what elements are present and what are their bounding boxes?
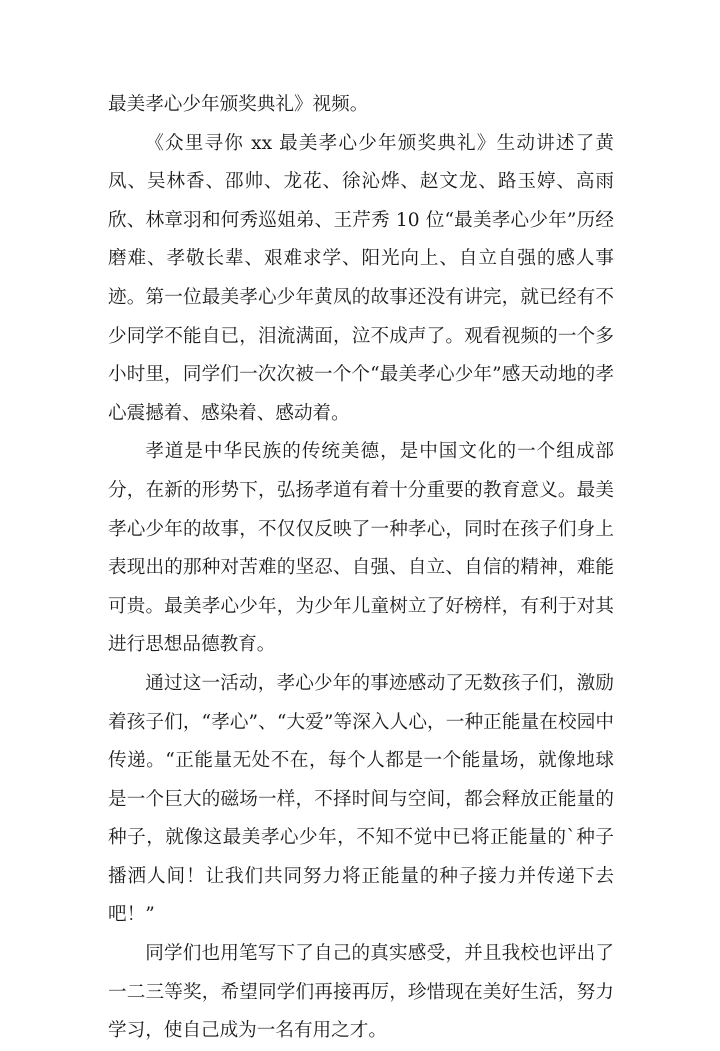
paragraph: 通过这一活动，孝心少年的事迹感动了无数孩子们，激励着孩子们，“孝心”、“大爱”等深入人心，一种正能量在校园中传递。“正能量无处不在，每个人都是一个能量场，就像地球是一个巨大的磁场一样，不择时间与空间，都会释放正能量的种子，就像这最美孝心少年，不知不觉中已将正能量的`种子播洒人间！让我们共同努力将正能量的种子接力并传递下去吧！” — [108, 672, 614, 926]
paragraph: 孝道是中华民族的传统美德，是中国文化的一个组成部分，在新的形势下，弘扬孝道有着十分重要的教育意义。最美孝心少年的故事，不仅仅反映了一种孝心，同时在孩子们身上表现出的那种对苦难的坚忍、自强、自立、自信的精神，难能可贵。最美孝心少年，为少年儿童树立了好榜样，有利于对其进行思想品德教育。 — [108, 441, 614, 656]
document-body — [108, 86, 614, 1051]
paragraph-continuation: 最美孝心少年颁奖典礼》视频。 — [108, 94, 369, 115]
paragraph: 《众里寻你 xx 最美孝心少年颁奖典礼》生动讲述了黄凤、吴林香、邵帅、龙花、徐沁烨、赵文龙、路玉婷、高雨欣、林章羽和何秀巡姐弟、王芹秀 10 位“最美孝心少年”历经磨难、孝敬长辈、艰难求学、阳光向上、自立自强的感人事迹。第一位最美孝心少年黄凤的故事还没有讲完，就已经有不少同学不能自已，泪流满面，泣不成声了。观看视频的一个多小时里，同学们一次次被一个个“最美孝心少年”感天动地的孝心震撼着、感染着、感动着。 — [108, 132, 614, 424]
paragraph: 同学们也用笔写下了自己的真实感受，并且我校也评出了一二三等奖，希望同学们再接再厉，珍惜现在美好生活，努力学习，使自己成为一名有用之才。 — [108, 943, 614, 1042]
